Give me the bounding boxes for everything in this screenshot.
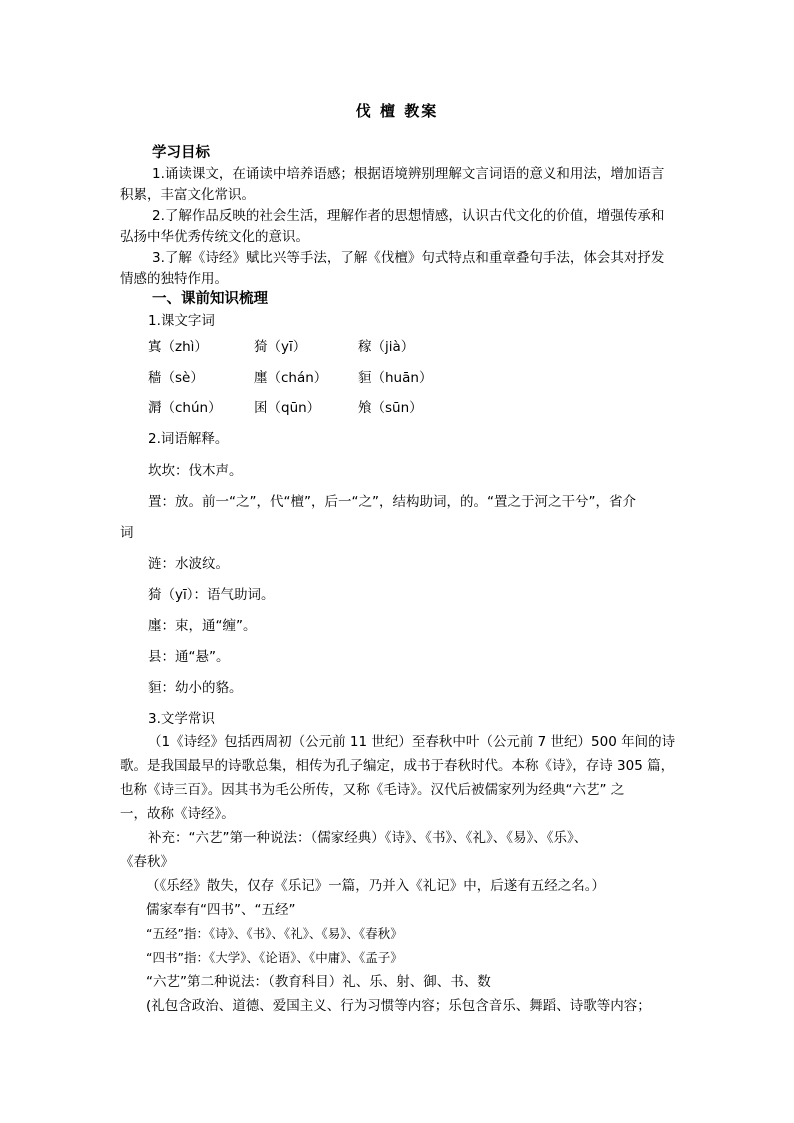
literature-line: “四书”指：《大学》、《论语》、《中庸》、《孟子》 bbox=[146, 950, 403, 965]
definition-item: 猗（yī）：语气助词。 bbox=[148, 587, 275, 603]
literature-line: “六艺”第二种说法：（教育科目）礼、乐、射、御、书、数 bbox=[146, 974, 491, 990]
subheading-vocab: 1.课文字词 bbox=[148, 313, 215, 329]
document-title: 伐 檀 教案 bbox=[355, 102, 439, 120]
definition-item: 坎坎：伐木声。 bbox=[148, 463, 243, 479]
definition-item: 县：通“悬”。 bbox=[148, 649, 230, 665]
objective-line: 积累，丰富文化常识。 bbox=[120, 187, 255, 203]
definition-item: 涟：水波纹。 bbox=[148, 556, 229, 572]
vocab-item: 稼（jià） bbox=[358, 339, 415, 355]
objective-line: 情感的独特作用。 bbox=[120, 271, 228, 287]
objective-line: 2.了解作品反映的社会生活，理解作者的思想情感，认识古代文化的价值，增强传承和 bbox=[152, 208, 665, 224]
vocab-item: 廛（chán） bbox=[254, 370, 328, 386]
definition-item: 置：放。前一“之”，代“檀”，后一“之”，结构助词，的。“置之于河之干兮”，省介 bbox=[148, 494, 636, 510]
objective-line: 1.诵读课文，在诵读中培养语感；根据语境辨别理解文言词语的意义和用法，增加语言 bbox=[152, 166, 665, 182]
literature-line: 歌。是我国最早的诗歌总集，相传为孔子编定，成书于春秋时代。本称《诗》，存诗 305 篇， bbox=[120, 758, 675, 774]
vocab-item: 寘（zhì） bbox=[148, 339, 208, 355]
subheading-literature: 3.文学常识 bbox=[148, 711, 215, 727]
vocab-item: 漘（chún） bbox=[148, 400, 222, 416]
definition-item: 貆：幼小的貉。 bbox=[148, 680, 243, 696]
section1-heading: 一、课前知识梳理 bbox=[152, 291, 268, 307]
literature-line: 儒家奉有“四书”、“五经” bbox=[146, 902, 296, 918]
vocab-item: 穑（sè） bbox=[148, 370, 204, 386]
literature-line: 《春秋》 bbox=[120, 854, 174, 870]
vocab-item: 猗（yī） bbox=[254, 339, 307, 355]
literature-line: “五经”指：《诗》、《书》、《礼》、《易》、《春秋》 bbox=[146, 926, 403, 941]
objectives-heading: 学习目标 bbox=[152, 145, 210, 161]
definition-item: 廛：束，通“缠”。 bbox=[148, 618, 257, 634]
definition-item: 词 bbox=[120, 525, 134, 541]
objective-line: 3.了解《诗经》赋比兴等手法，了解《伐檀》句式特点和重章叠句手法，体会其对抒发 bbox=[152, 250, 665, 266]
vocab-item: 囷（qūn） bbox=[254, 400, 321, 416]
literature-line: 也称《诗三百》。因其书为毛公所传，又称《毛诗》。汉代后被儒家列为经典“六艺” 之 bbox=[120, 782, 625, 798]
literature-line: (礼包含政治、道德、爱国主义、行为习惯等内容；乐包含音乐、舞蹈、诗歌等内容； bbox=[146, 998, 651, 1014]
vocab-item: 貆（huān） bbox=[358, 370, 433, 386]
literature-line: 一，故称《诗经》。 bbox=[120, 806, 235, 822]
literature-line: 补充：“六艺”第一种说法：（儒家经典）《诗》、《书》、《礼》、《易》、《乐》、 bbox=[148, 830, 588, 846]
literature-line: （1《诗经》包括西周初（公元前 11 世纪）至春秋中叶（公元前 7 世纪）500 年间的诗 bbox=[148, 734, 676, 750]
objective-line: 弘扬中华优秀传统文化的意识。 bbox=[120, 229, 309, 245]
literature-line: （《乐经》散失，仅存《乐记》一篇，乃并入《礼记》中，后遂有五经之名。） bbox=[146, 878, 605, 894]
subheading-definitions: 2.词语解释。 bbox=[148, 431, 229, 447]
vocab-item: 飧（sūn） bbox=[358, 400, 423, 416]
